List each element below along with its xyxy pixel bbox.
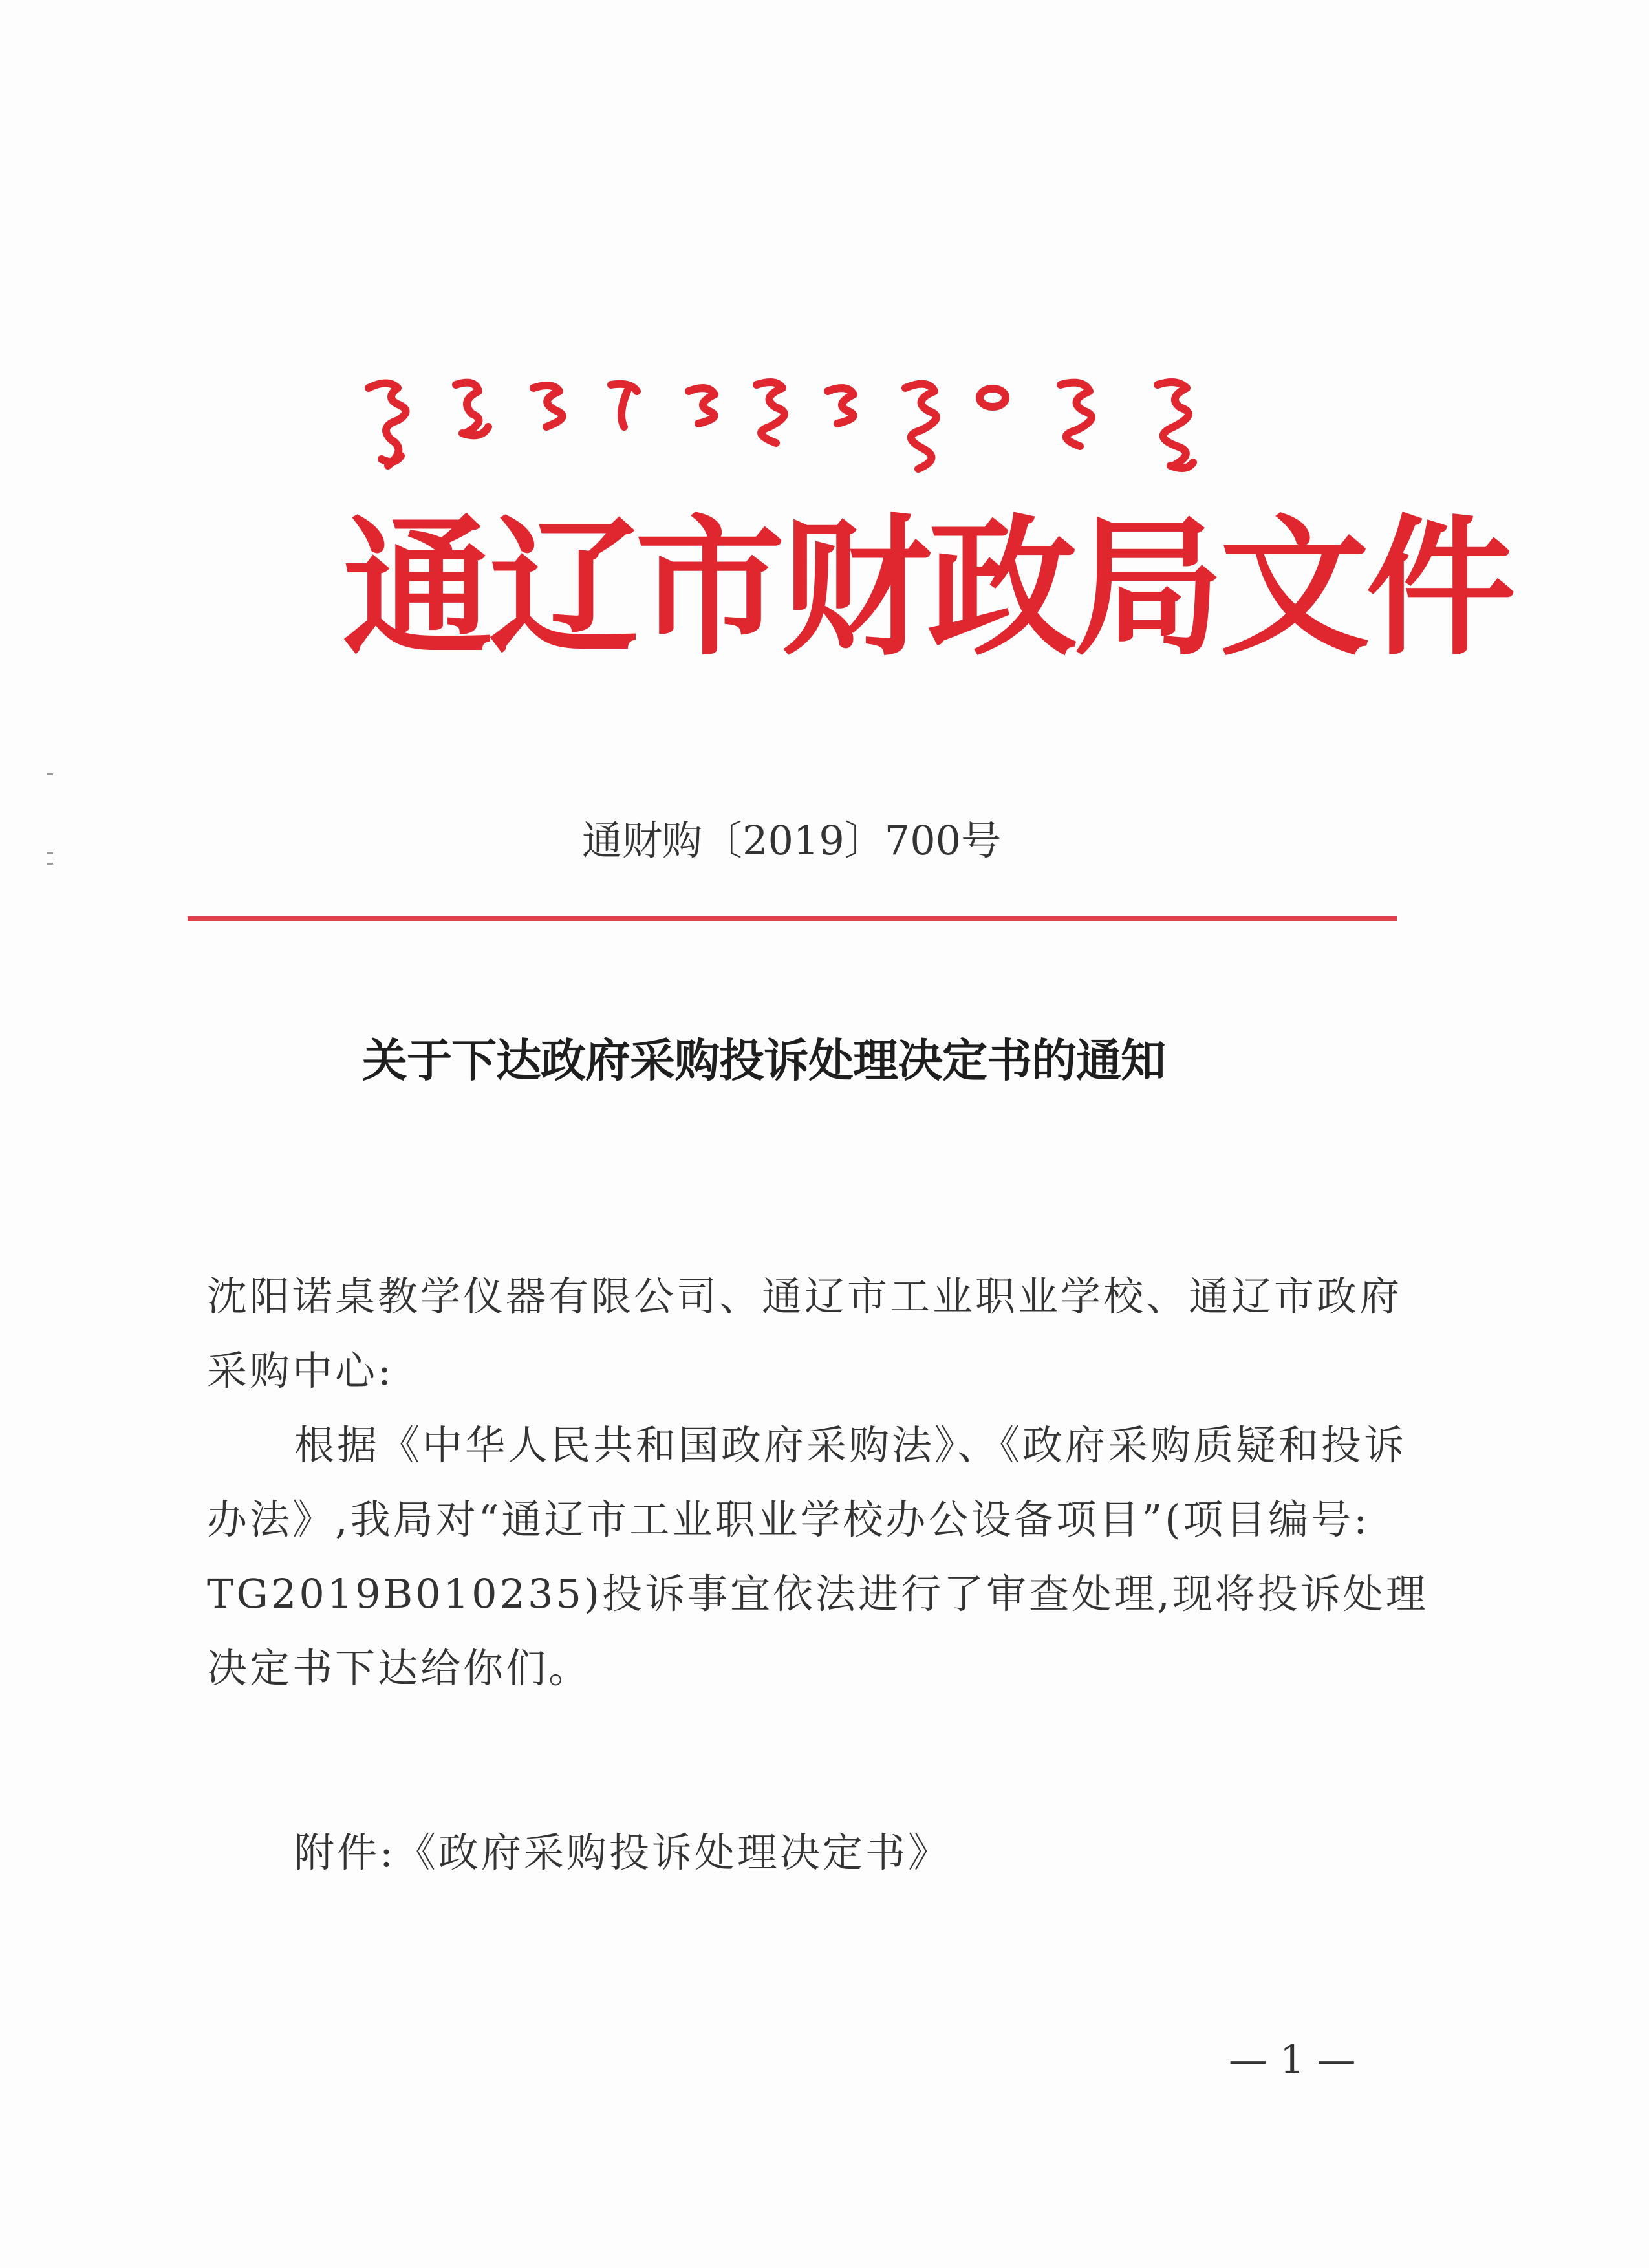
- mongolian-script-drawing: [349, 362, 1255, 491]
- body-paragraph-line-2: 办法》,我局对“通辽市工业职业学校办公设备项目”(项目编号:: [207, 1496, 1370, 1543]
- body-paragraph-line-4: 决定书下达给你们。: [207, 1645, 592, 1692]
- scan-artifact: [47, 852, 53, 854]
- scan-artifact: [47, 773, 53, 775]
- recipient-line-1: 沈阳诺桌教学仪器有限公司、通辽市工业职业学校、通辽市政府: [207, 1273, 1403, 1320]
- mongolian-script-title: [349, 362, 1255, 491]
- document-number: 通财购〔2019〕700号: [582, 817, 1002, 864]
- recipient-line-2: 采购中心:: [207, 1347, 394, 1394]
- body-paragraph-line-1: 根据《中华人民共和国政府采购法》、《政府采购质疑和投诉: [294, 1421, 1407, 1469]
- red-divider-line: [188, 916, 1397, 921]
- notice-title: 关于下达政府采购投诉处理决定书的通知: [362, 1033, 1165, 1087]
- document-header-title: 通辽市财政局文件: [343, 501, 1513, 676]
- attachment-line: 附件:《政府采购投诉处理决定书》: [294, 1829, 951, 1876]
- page-number: — 1 —: [1229, 2037, 1356, 2082]
- body-paragraph-line-3: TG2019B010235)投诉事宜依法进行了审查处理,现将投诉处理: [207, 1570, 1428, 1617]
- scan-artifact: [47, 863, 53, 865]
